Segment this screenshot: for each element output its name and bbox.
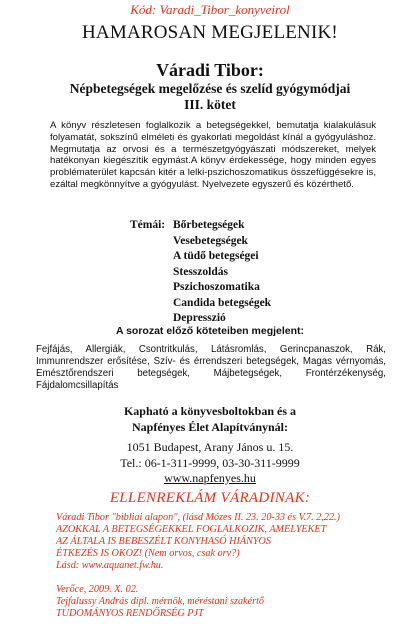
intro-paragraph: A könyv részletesen foglalkozik a betegségekkel, bemutatja kialakulásuk folyamatát, sokszínű elméleti és gyakorlati megoldást kínál a gyógyuláshoz. Megmutatja az orvosi és a természetgyógyászati módszereket, melyek hatékonyan kiegészítik egymást.A könyv érdekessége, hogy minden egyes problématerület kapcsán kitér a lelki-pszichoszomatikus összefüggésekre is, ezáltal megkönnyítve a gyógyulást. Nyelvezete egyszerű és közérthető. [50, 120, 376, 190]
topics-list [130, 218, 390, 327]
author-name: Váradi Tibor: [156, 60, 264, 80]
signature-organization: TUDOMÁNYOS RENDŐRSÉG PJT [56, 608, 204, 619]
topic-item: Candida betegségek [173, 296, 272, 309]
signature-name: Tejfalussy András dipl. mérnök, méréstani szakértő [56, 596, 264, 607]
topic-item: Bőrbetegségek [173, 219, 245, 231]
counter-ad-body [56, 512, 386, 572]
topics-label: Témái: [130, 219, 166, 231]
signature-date: Verőce, 2009. X. 02. [56, 584, 139, 595]
previous-volumes-list: Fejfájás, Allergiák, Csontritkulás, Látásromlás, Gerincpanaszok, Rák, Immunrendszer erősítése, Szív- és érrendszeri betegségek, Magas vérnyomás, Emésztőrendszeri betegségek, Májbetegségek, Frontérzékenység, Fájdalomcsillapítás [36, 344, 386, 391]
topic-item: A tüdő betegségei [173, 250, 259, 262]
code-line: Kód: Varadi_Tibor_konyveirol [130, 2, 290, 17]
headline: HAMAROSAN MEGJELENIK! [82, 22, 338, 43]
counter-ad-signature [56, 584, 386, 620]
counter-ad-line: ÉTKEZÉS IS OKOZ! (Nem orvos, csak orv?) [56, 548, 240, 559]
counter-ad-line: Váradi Tibor "bibliai alapon", (lásd Mózes II. 23. 20-33 és V.7. 2,22.) [56, 512, 340, 523]
counter-ad-title: ELLENREKLÁM VÁRADINAK: [109, 490, 311, 506]
previous-volumes-title: A sorozat előző köteteiben megjelent: [115, 325, 305, 337]
book-volume: III. kötet [184, 97, 236, 112]
counter-ad-line: AZ ÁLTALA IS BEBESZÉLT KONYHASÓ HIÁNYOS [56, 536, 271, 547]
topic-item: Stesszoldás [173, 265, 228, 278]
availability-block [0, 403, 420, 435]
book-title: Népbetegségek megelőzése és szelíd gyógymódjai [69, 81, 351, 96]
website-link[interactable]: www.napfenyes.hu [164, 471, 256, 485]
counter-ad-link[interactable]: Lásd: www.aquanet.fw.hu. [56, 560, 164, 571]
street-address: 1051 Budapest, Arany János u. 15. [126, 440, 294, 454]
topic-item: Pszichoszomatika [173, 281, 260, 293]
availability-line: Napfényes Élet Alapítványnál: [131, 420, 288, 434]
book-title-block [0, 81, 420, 113]
address-block [0, 440, 420, 487]
availability-line: Kapható a könyvesboltokban és a [123, 404, 297, 418]
phone-numbers: Tel.: 06-1-311-9999, 03-30-311-9999 [120, 455, 300, 470]
counter-ad-line: AZOKKAL A BETEGSÉGEKKEL FOGLALKOZIK, AMELYEKET [56, 524, 327, 535]
topic-item: Vesebetegségek [173, 234, 248, 247]
topic-item: Depresszió [173, 312, 226, 324]
